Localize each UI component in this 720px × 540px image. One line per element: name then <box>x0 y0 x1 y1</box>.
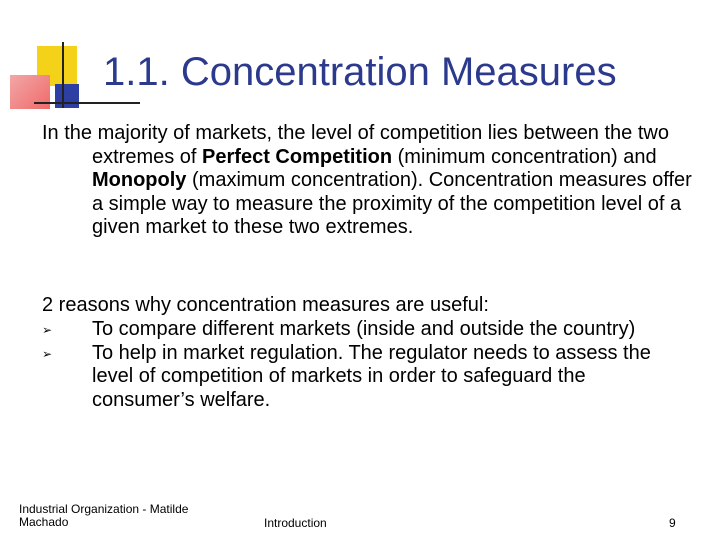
decor-blue-square <box>55 84 79 108</box>
arrow-bullet-icon: ➢ <box>42 323 53 337</box>
decor-horizontal-line <box>34 102 140 104</box>
reasons-list <box>42 318 692 412</box>
intro-bold-perfect-competition: Perfect Competition <box>202 145 393 168</box>
intro-text-3: (maximum concentration). Concentration measures offer a simple way to measure the proximity of the competition level of a given market to these two extremes. <box>92 169 692 238</box>
decor-vertical-line <box>62 42 64 108</box>
footer-author: Industrial Organization - Matilde Machado <box>19 502 189 529</box>
intro-text-2: (minimum concentration) and <box>392 145 657 168</box>
bullet-text: To help in market regulation. The regulator needs to assess the level of competition of markets in order to safeguard the consumer’s welfare. <box>92 341 651 411</box>
slide-title: 1.1. Concentration Measures <box>103 50 617 94</box>
arrow-bullet-icon: ➢ <box>42 346 53 361</box>
list-item <box>42 342 692 413</box>
bullet-text: To compare different markets (inside and outside the country) <box>92 318 636 340</box>
footer-section: Introduction <box>264 516 327 530</box>
page-number: 9 <box>669 516 676 530</box>
reasons-heading: 2 reasons why concentration measures are useful: <box>42 294 489 316</box>
intro-bold-monopoly: Monopoly <box>92 169 187 191</box>
intro-paragraph <box>42 122 692 240</box>
list-item <box>42 318 692 342</box>
intro-text-1: In the majority of markets, the level of competition lies between the two extremes of <box>42 122 669 168</box>
